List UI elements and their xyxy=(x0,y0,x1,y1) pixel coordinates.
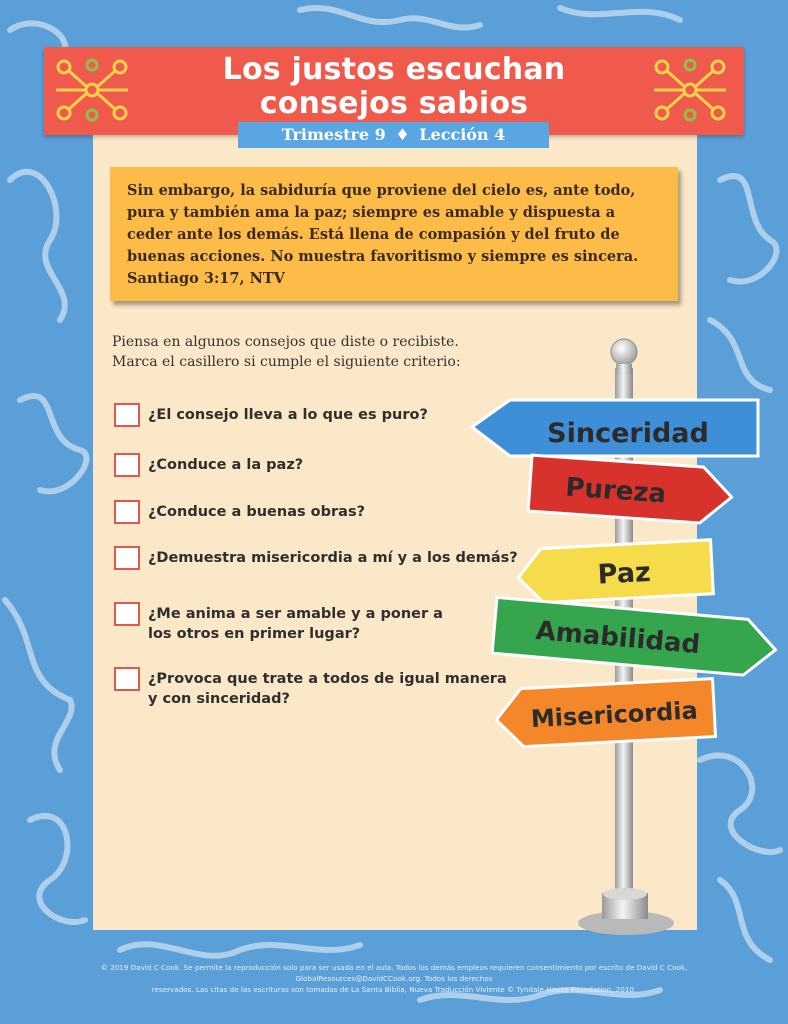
checkbox[interactable] xyxy=(114,403,140,427)
sign-kindness xyxy=(492,597,778,677)
instructions-line-2: Marca el casillero si cumple el siguiente criterio: xyxy=(112,354,461,370)
bible-verse-text xyxy=(127,180,667,290)
sign-kindness-label: Amabilidad xyxy=(534,615,702,661)
title-line-1: Los justos escuchan xyxy=(222,52,566,87)
title-line-2: consejos sabios xyxy=(259,86,529,121)
checkbox[interactable] xyxy=(114,546,140,570)
verse-line: pura y también ama la paz; siempre es amable y dispuesta a xyxy=(127,204,616,221)
instructions-line-1: Piensa en algunos consejos que diste o recibiste. xyxy=(112,334,459,350)
checkbox[interactable] xyxy=(114,602,140,626)
signpost-illustration xyxy=(470,338,788,938)
verse-reference: Santiago 3:17, NTV xyxy=(127,270,285,287)
checkbox[interactable] xyxy=(114,453,140,477)
checklist-question xyxy=(148,669,518,709)
flower-ornament-icon xyxy=(52,57,132,123)
sign-purity-label: Pureza xyxy=(564,472,668,510)
copyright-footer xyxy=(40,962,748,995)
sign-mercy-label: Misericordia xyxy=(530,696,699,734)
sign-peace xyxy=(517,540,714,604)
checkbox[interactable] xyxy=(114,667,140,691)
footer-line-1: © 2019 David C Cook. Se permite la reproducción solo para ser usada en el aula. Todos los demás empleos requieren consentimiento por escrito de David C Cook, GlobalResources@DavidCCook.org. Todos los derechos xyxy=(100,963,688,983)
checklist-question xyxy=(148,502,518,522)
question-line: y con sinceridad? xyxy=(148,691,290,707)
checklist-question xyxy=(148,604,518,644)
checklist-question xyxy=(148,405,518,425)
lesson-label: Lección 4 xyxy=(419,125,506,144)
verse-line: ceder ante los demás. Está llena de compasión y del fruto de xyxy=(127,226,620,243)
checklist-question xyxy=(148,548,518,568)
question-line: ¿El consejo lleva a lo que es puro? xyxy=(148,407,428,423)
sign-peace-label: Paz xyxy=(596,556,652,591)
bible-verse-box xyxy=(110,167,678,301)
question-line: ¿Conduce a buenas obras? xyxy=(148,504,365,520)
quarter-label: Trimestre 9 xyxy=(281,125,386,144)
sign-mercy xyxy=(495,679,716,748)
question-line: los otros en primer lugar? xyxy=(148,626,361,642)
question-line: ¿Me anima a ser amable y a poner a xyxy=(148,606,443,622)
footer-line-2: reservados. Las citas de las escrituras son tomadas de La Santa Biblia, Nueva Traducción Viviente © Tyndale House Foundation, 2010. xyxy=(151,985,637,994)
checkbox[interactable] xyxy=(114,500,140,524)
diamond-separator-icon: ♦ xyxy=(395,125,410,144)
question-line: ¿Conduce a la paz? xyxy=(148,457,304,473)
sign-purity xyxy=(528,455,733,525)
question-line: ¿Demuestra misericordia a mí y a los demás? xyxy=(148,550,518,566)
instructions xyxy=(112,332,532,372)
page-title xyxy=(184,53,604,121)
lesson-subtitle xyxy=(238,122,549,148)
verse-line: Sin embargo, la sabiduría que proviene del cielo es, ante todo, xyxy=(127,182,636,199)
sign-sincerity-label: Sinceridad xyxy=(547,418,709,449)
verse-line: buenas acciones. No muestra favoritismo y siempre es sincera. xyxy=(127,248,639,265)
question-line: ¿Provoca que trate a todos de igual manera xyxy=(148,671,507,687)
flower-ornament-icon xyxy=(650,57,730,123)
checklist-question xyxy=(148,455,518,475)
sign-sincerity xyxy=(472,400,758,456)
